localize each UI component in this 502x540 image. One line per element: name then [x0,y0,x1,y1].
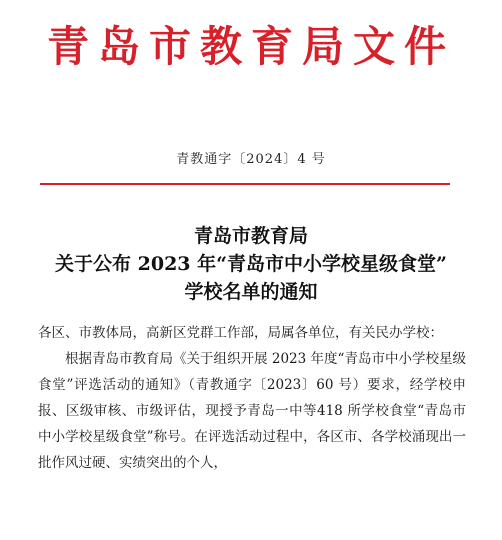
document-number: 青教通字〔2024〕4 号 [176,152,326,167]
issuer-header: 青岛市教育局文件 [46,22,455,71]
notice-title [0,222,502,306]
notice-body [38,320,466,476]
addressee-line: 各区、市教体局，高新区党群工作部，局属各单位，有关民办学校： [38,325,443,341]
notice-title-line-2: 关于公布 2023 年“青岛市中小学校星级食堂” [55,253,447,275]
notice-title-line-3: 学校名单的通知 [184,281,318,303]
notice-title-line-1: 青岛市教育局 [193,225,308,247]
red-divider-line [40,183,450,185]
body-paragraph: 根据青岛市教育局《关于组织开展 2023 年度“青岛市中小学校星级食堂”评选活动的通知》（青教通字〔2023〕60 号）要求，经学校申报、区级审核、市级评估，现授予青岛一中等418 所学校食堂“青岛市中小学校星级食堂”称号。在评选活动过程中，各区市、各学校涌现出一批作风过硬、实绩突出的个人， [38,351,466,471]
